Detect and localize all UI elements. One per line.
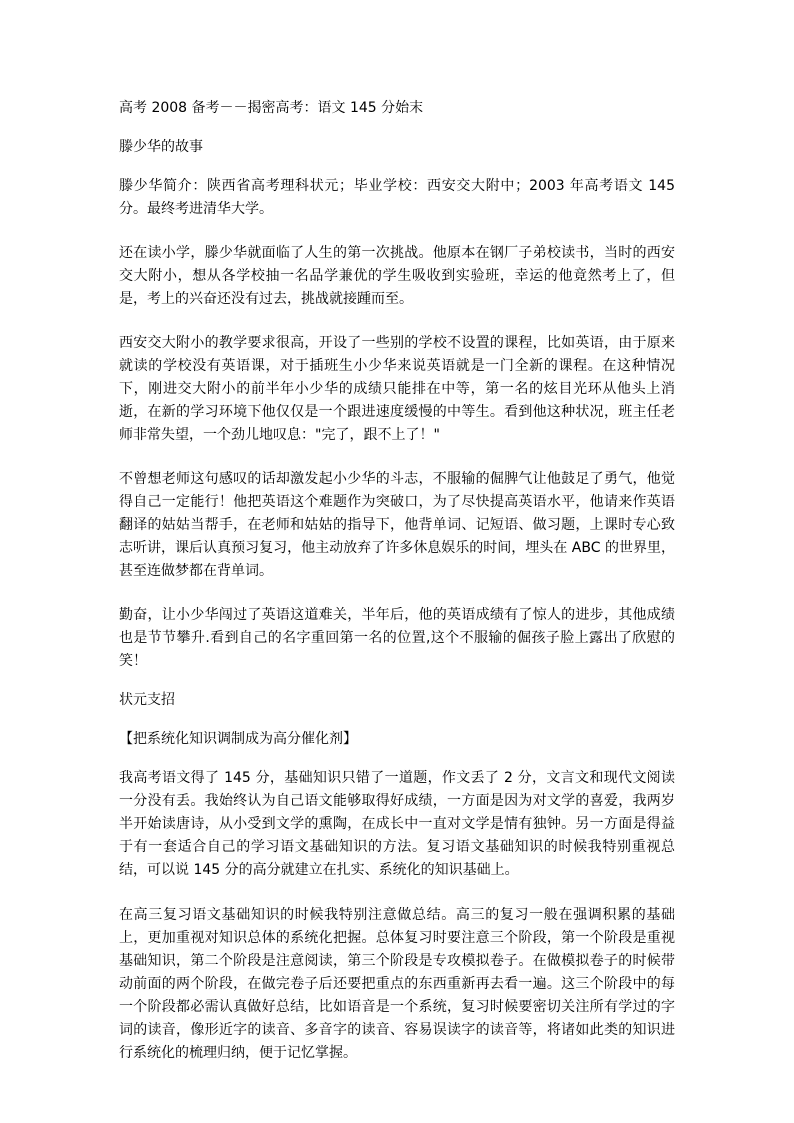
document-title: 高考 2008 备考－－揭密高考：语文 145 分始末 <box>119 100 424 116</box>
document-body <box>119 97 675 1065</box>
advice-paragraph: 我高考语文得了 145 分，基础知识只错了一道题，作文丢了 2 分，文言文和现代文阅读一分没有丢。我始终认为自己语文能够取得好成绩，一方面是因为对文学的喜爱，我两岁半开始读唐诗，从小受到文学的熏陶，在成长中一直对文学是情有独钟。另一方面是得益于有一套适合自己的学习语文基础知识的方法。复习语文基础知识的时候我特别重视总结，可以说 145 分的高分就建立在扎实、系统化的知识基础上。 <box>119 770 675 878</box>
story-paragraph: 西安交大附小的教学要求很高，开设了一些别的学校不设置的课程，比如英语，由于原来就读的学校没有英语课，对于插班生小少华来说英语就是一门全新的课程。在这种情况下，刚进交大附小的前半年小少华的成绩只能排在中等，第一名的炫目光环从他头上消逝，在新的学习环境下他仅仅是一个跟进速度缓慢的中等生。看到他这种状况，班主任老师非常失望，一个劲儿地叹息："完了，跟不上了！" <box>119 335 675 443</box>
story-paragraph: 还在读小学，滕少华就面临了人生的第一次挑战。他原本在钢厂子弟校读书，当时的西安交大附小，想从各学校抽一名品学兼优的学生吸收到实验班，幸运的他竟然考上了，但是，考上的兴奋还没有过去，挑战就接踵而至。 <box>119 245 675 307</box>
story-paragraph: 不曾想老师这句感叹的话却激发起小少华的斗志，不服输的倔脾气让他鼓足了勇气，他觉得自己一定能行！他把英语这个难题作为突破口，为了尽快提高英语水平，他请来作英语翻译的姑姑当帮手，在老师和姑姑的指导下，他背单词、记短语、做习题，上课时专心致志听讲，课后认真预习复习，他主动放弃了许多休息娱乐的时间，埋头在 ABC 的世界里，甚至连做梦都在背单词。 <box>119 471 675 579</box>
profile-paragraph: 滕少华简介：陕西省高考理科状元；毕业学校：西安交大附中；2003 年高考语文 145 分。最终考进清华大学。 <box>119 178 675 217</box>
section-heading: 【把系统化知识调制成为高分催化剂】 <box>119 731 357 747</box>
story-paragraph: 勤奋，让小少华闯过了英语这道难关，半年后，他的英语成绩有了惊人的进步，其他成绩也是节节攀升.看到自己的名字重回第一名的位置,这个不服输的倔孩子脸上露出了欣慰的笑！ <box>119 607 675 669</box>
section-title: 状元支招 <box>119 692 175 708</box>
story-heading: 滕少华的故事 <box>119 139 203 155</box>
advice-paragraph: 在高三复习语文基础知识的时候我特别注意做总结。高三的复习一般在强调积累的基础上，更加重视对知识总体的系统化把握。总体复习时要注意三个阶段，第一个阶段是重视基础知识，第二个阶段是注意阅读，第三个阶段是专攻模拟卷子。在做模拟卷子的时候带动前面的两个阶段，在做完卷子后还要把重点的东西重新再去看一遍。这三个阶段中的每一个阶段都必需认真做好总结，比如语音是一个系统，复习时候要密切关注所有学过的字词的读音，像形近字的读音、多音字的读音、容易误读字的读音等，将诸如此类的知识进行系统化的梳理归纳，便于记忆掌握。 <box>119 907 675 1061</box>
